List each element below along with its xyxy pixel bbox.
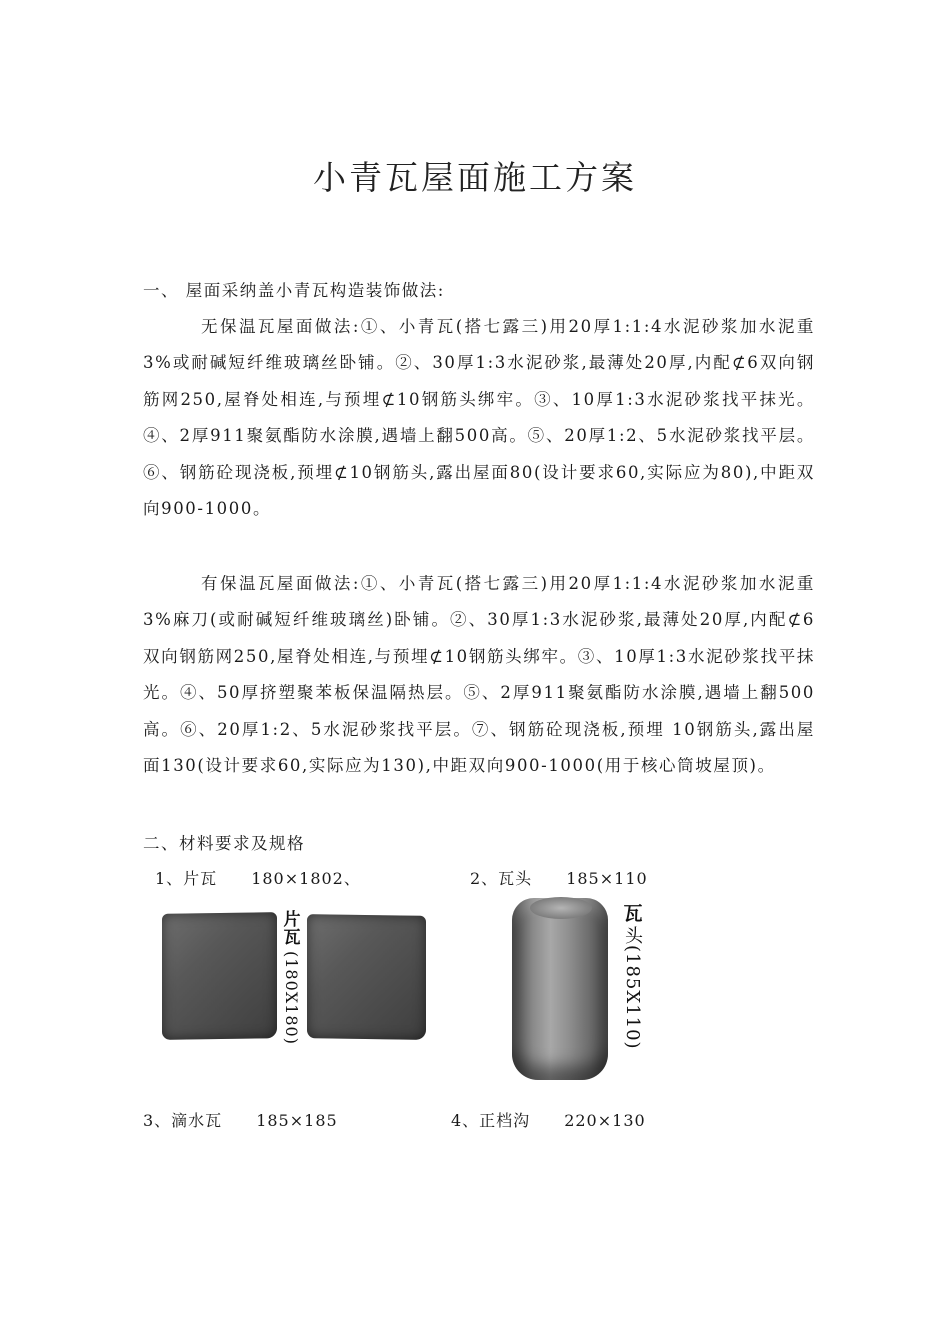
flat-tile-photo-right (307, 914, 426, 1040)
material-caption-tile-head (470, 866, 648, 889)
material-caption-flat-tile (155, 866, 361, 889)
flat-tile-photo-left (162, 912, 277, 1040)
section-1-heading: 一、 屋面采纳盖小青瓦构造装饰做法: (143, 281, 445, 300)
flat-tile-label-text: 片瓦 (283, 910, 301, 948)
tile-head-label-text: 瓦 (623, 903, 643, 925)
paragraph-with-insulation: 有保温瓦屋面做法:①、小青瓦(搭七露三)用20厚1:1:4水泥砂浆加水泥重3%麻刀(或耐碱短纤维玻璃丝)卧铺。②、30厚1:3水泥砂浆,最薄处20厚,内配⊄6双向钢筋网250,屋脊处相连,与预埋⊄10钢筋头绑牢。③、10厚1:3水泥砂浆找平抹光。④、50厚挤塑聚苯板保温隔热层。⑤、2厚911聚氨酯防水涂膜,遇墙上翻500高。⑥、20厚1:2、5水泥砂浆找平层。⑦、钢筋砼现浇板,预埋 10钢筋头,露出屋面130(设计要求60,实际应为130),中距双向900-1000(用于核心筒坡屋顶)。 (143, 574, 815, 776)
caption-label: 2、瓦头 (470, 869, 533, 888)
tile-head-photo-top (530, 897, 592, 919)
tile-head-label-size: 头(185X110) (622, 926, 643, 1050)
caption-label: 3、滴水瓦 (143, 1111, 223, 1130)
material-caption-drip-tile (143, 1108, 338, 1131)
tile-head-photo (512, 898, 608, 1080)
material-caption-gutter (451, 1108, 646, 1131)
caption-size: 185×185 (256, 1111, 338, 1130)
caption-label: 4、正档沟 (451, 1111, 531, 1130)
caption-size: 185×110 (566, 869, 648, 888)
caption-label: 1、片瓦 (155, 869, 218, 888)
flat-tile-photo-label (281, 911, 303, 1045)
paragraph-no-insulation: 无保温瓦屋面做法:①、小青瓦(搭七露三)用20厚1:1:4水泥砂浆加水泥重3%或耐碱短纤维玻璃丝卧铺。②、30厚1:3水泥砂浆,最薄处20厚,内配⊄6双向钢筋网250,屋脊处相连,与预埋⊄10钢筋头绑牢。③、10厚1:3水泥砂浆找平抹光。④、2厚911聚氨酯防水涂膜,遇墙上翻500高。⑤、20厚1:2、5水泥砂浆找平层。⑥、钢筋砼现浇板,预埋⊄10钢筋头,露出屋面80(设计要求60,实际应为80),中距双向900-1000。 (143, 317, 815, 519)
caption-size: 180×1802、 (251, 869, 361, 888)
tile-head-photo-label (620, 904, 646, 1050)
page-title: 小青瓦屋面施工方案 (313, 158, 637, 197)
caption-size: 220×130 (564, 1111, 646, 1130)
section-2-heading: 二、材料要求及规格 (143, 834, 305, 853)
flat-tile-label-size: (180X180) (282, 951, 301, 1045)
